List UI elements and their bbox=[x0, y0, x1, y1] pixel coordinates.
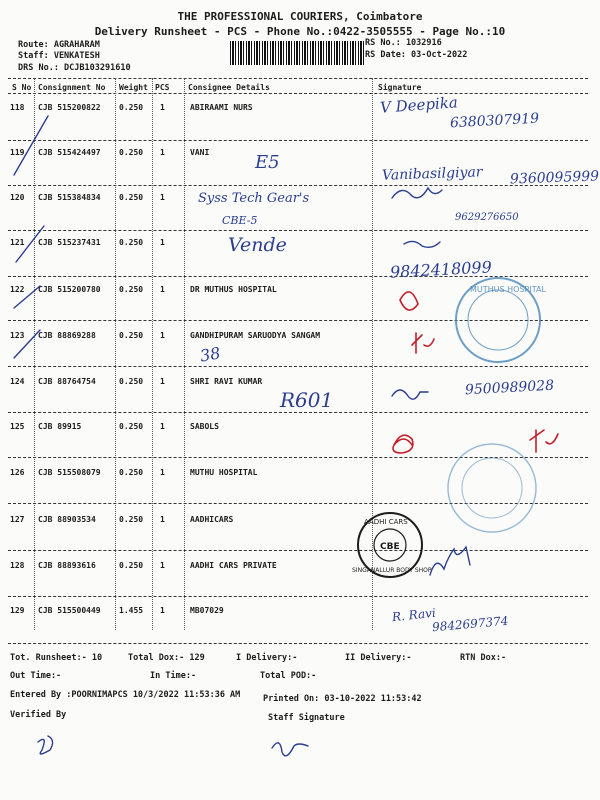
total-pod: Total POD:- bbox=[260, 671, 317, 681]
row-consignment: CJB 515424497 bbox=[38, 148, 101, 157]
aadhi-stamp-top: AADHI CARS bbox=[364, 518, 408, 526]
row-pcs: 1 bbox=[160, 422, 165, 431]
row-weight: 0.250 bbox=[119, 103, 144, 112]
col-pcs: PCS bbox=[155, 83, 170, 92]
drs-number: DRS No.: DCJB103291610 bbox=[18, 63, 131, 73]
rs-date: RS Date: 03-Oct-2022 bbox=[365, 50, 468, 60]
row-weight: 0.250 bbox=[119, 285, 144, 294]
total-dox: Total Dox:- 129 bbox=[128, 653, 205, 663]
row-weight: 0.250 bbox=[119, 331, 144, 340]
handwritten-name: Vanibasilgiyar bbox=[381, 164, 483, 184]
company-title: THE PROFESSIONAL COURIERS, Coimbatore bbox=[177, 10, 423, 23]
staff-signature-label: Staff Signature bbox=[268, 713, 345, 723]
row-weight: 0.250 bbox=[119, 377, 144, 386]
i-delivery: I Delivery:- bbox=[236, 653, 298, 663]
row-consignee: AADHI CARS PRIVATE bbox=[190, 561, 277, 570]
row-sno: 121 bbox=[10, 238, 25, 247]
diagonal-pen-stroke bbox=[14, 330, 40, 358]
staff-label: Staff: VENKATESH bbox=[18, 51, 100, 61]
verifier-signature bbox=[38, 736, 53, 754]
row-pcs: 1 bbox=[160, 515, 165, 524]
row-consignment: CJB 89915 bbox=[38, 422, 82, 431]
row-pcs: 1 bbox=[160, 606, 165, 615]
handwritten-name: V Deepika bbox=[379, 93, 459, 117]
row-consignment: CJB 515200780 bbox=[38, 285, 101, 294]
row-consignee: MUTHU HOSPITAL bbox=[190, 468, 258, 477]
row-sno: 126 bbox=[10, 468, 25, 477]
row-weight: 0.250 bbox=[119, 148, 144, 157]
row-sno: 128 bbox=[10, 561, 25, 570]
signature-stroke bbox=[404, 241, 440, 247]
row-pcs: 1 bbox=[160, 285, 165, 294]
row-consignee: MB07029 bbox=[190, 606, 224, 615]
row-sno: 122 bbox=[10, 285, 25, 294]
runsheet-title: Delivery Runsheet - PCS - Phone No.:0422-3505555 - Page No.:10 bbox=[94, 25, 506, 38]
rs-number: RS No.: 1032916 bbox=[365, 38, 442, 48]
row-weight: 0.250 bbox=[119, 193, 144, 202]
row-pcs: 1 bbox=[160, 468, 165, 477]
verified-by-label: Verified By bbox=[10, 710, 67, 720]
red-scribble bbox=[400, 292, 418, 310]
rtn-dox: RTN Dox:- bbox=[460, 653, 507, 663]
row-weight: 0.250 bbox=[119, 238, 144, 247]
row-consignment: CJB 515237431 bbox=[38, 238, 101, 247]
handwritten-phone: 9500989028 bbox=[464, 377, 555, 399]
signature-stroke bbox=[430, 547, 470, 575]
row-consignee: ABIRAAMI NURS bbox=[190, 103, 253, 112]
row-consignment: CJB 88893616 bbox=[38, 561, 96, 570]
col-signature: Signature bbox=[378, 83, 422, 92]
row-weight: 1.455 bbox=[119, 606, 144, 615]
red-scribble bbox=[530, 430, 558, 452]
row-sno: 119 bbox=[10, 148, 25, 157]
row-pcs: 1 bbox=[160, 103, 165, 112]
row-sno: 123 bbox=[10, 331, 25, 340]
handwritten-mark: 38 bbox=[198, 343, 222, 366]
row-weight: 0.250 bbox=[119, 422, 144, 431]
col-consignee: Consignee Details bbox=[188, 83, 270, 92]
row-weight: 0.250 bbox=[119, 468, 144, 477]
handwritten-mark: R601 bbox=[280, 388, 334, 412]
total-runsheet: Tot. Runsheet:- 10 bbox=[10, 653, 103, 663]
handwritten-phone: 9629276650 bbox=[455, 212, 519, 223]
signature-stroke bbox=[392, 390, 428, 399]
handwritten-consignee: Vende bbox=[228, 234, 287, 256]
row-consignment: CJB 515500449 bbox=[38, 606, 101, 615]
row-sno: 124 bbox=[10, 377, 25, 386]
col-sno: S No bbox=[12, 83, 32, 92]
row-consignee: SABOLS bbox=[190, 422, 219, 431]
row-pcs: 1 bbox=[160, 331, 165, 340]
entered-by: Entered By :POORNIMAPCS 10/3/2022 11:53:36 AM bbox=[10, 690, 241, 700]
col-weight: Weight bbox=[119, 83, 148, 92]
row-pcs: 1 bbox=[160, 193, 165, 202]
row-weight: 0.250 bbox=[119, 561, 144, 570]
diagonal-pen-stroke bbox=[14, 286, 40, 308]
row-consignee: SHRI RAVI KUMAR bbox=[190, 377, 263, 386]
row-consignment: CJB 88903534 bbox=[38, 515, 96, 524]
hospital-stamp-text: MUTHUS HOSPITAL bbox=[470, 285, 546, 294]
row-consignee: DR MUTHUS HOSPITAL bbox=[190, 285, 277, 294]
staff-signature bbox=[272, 743, 308, 756]
handwritten-phone: 9842697374 bbox=[431, 613, 509, 635]
handwritten-name: R. Ravi bbox=[391, 605, 437, 625]
hospital-stamp-faint bbox=[448, 444, 536, 532]
row-sno: 120 bbox=[10, 193, 25, 202]
in-time: In Time:- bbox=[150, 671, 197, 681]
aadhi-stamp-center: CBE bbox=[380, 542, 400, 552]
red-scribble bbox=[393, 435, 413, 453]
printed-on: Printed On: 03-10-2022 11:53:42 bbox=[263, 694, 422, 704]
row-consignee: VANI bbox=[190, 148, 210, 157]
ii-delivery: II Delivery:- bbox=[345, 653, 412, 663]
out-time: Out Time:- bbox=[10, 671, 62, 681]
row-sno: 118 bbox=[10, 103, 25, 112]
row-pcs: 1 bbox=[160, 377, 165, 386]
row-consignee: GANDHIPURAM SARUODYA SANGAM bbox=[190, 331, 321, 340]
diagonal-pen-stroke bbox=[14, 116, 48, 175]
handwritten-phone: 9842418099 bbox=[389, 257, 493, 282]
row-consignment: CJB 515200822 bbox=[38, 103, 101, 112]
route-label: Route: AGRAHARAM bbox=[18, 40, 100, 50]
row-consignment: CJB 88764754 bbox=[38, 377, 96, 386]
row-consignment: CJB 515384834 bbox=[38, 193, 101, 202]
row-pcs: 1 bbox=[160, 238, 165, 247]
row-consignee: AADHICARS bbox=[190, 515, 234, 524]
handwritten-consignee: Syss Tech Gear's bbox=[198, 191, 310, 206]
row-consignment: CJB 88869288 bbox=[38, 331, 96, 340]
handwritten-phone: 9360095999 bbox=[509, 168, 600, 188]
row-weight: 0.250 bbox=[119, 515, 144, 524]
handwritten-consignee: CBE-5 bbox=[222, 214, 258, 227]
col-consignment: Consignment No bbox=[38, 83, 106, 92]
diagonal-pen-stroke bbox=[16, 226, 44, 262]
handwritten-phone: 6380307919 bbox=[449, 110, 540, 132]
handwritten-mark: E5 bbox=[255, 152, 280, 173]
row-pcs: 1 bbox=[160, 148, 165, 157]
row-sno: 127 bbox=[10, 515, 25, 524]
aadhi-stamp-bottom: SINGANALLUR BODY SHOP bbox=[352, 567, 432, 574]
row-sno: 129 bbox=[10, 606, 25, 615]
row-consignment: CJB 515508079 bbox=[38, 468, 101, 477]
signature-stroke bbox=[392, 188, 442, 198]
row-sno: 125 bbox=[10, 422, 25, 431]
row-pcs: 1 bbox=[160, 561, 165, 570]
red-scribble bbox=[412, 333, 434, 353]
